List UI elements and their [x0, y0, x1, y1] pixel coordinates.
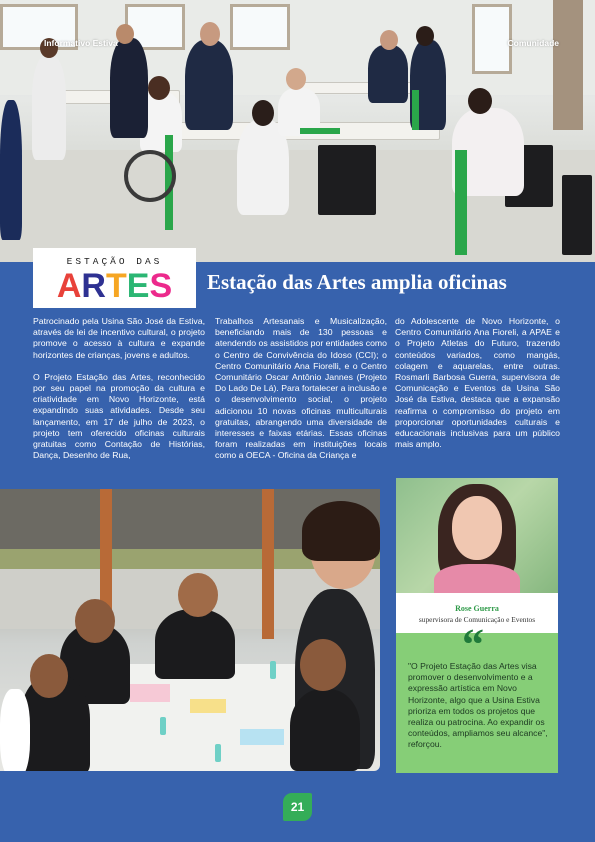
- article-column-3: [395, 316, 560, 450]
- workshop-photo: [0, 489, 380, 771]
- person-name: Rose Guerra: [455, 604, 499, 613]
- logo-top-text: ESTAÇÃO DAS: [66, 256, 163, 267]
- portrait-photo: [396, 478, 558, 593]
- article-title: Estação das Artes amplia oficinas: [207, 270, 507, 294]
- paragraph: Patrocinado pela Usina São José da Estiva, através de lei de incentivo cultural, o projeto promove o acesso à cultura e expande horizontes de crianças, jovens e adultos.: [33, 316, 205, 360]
- logo-letter: T: [105, 267, 127, 305]
- paragraph: Trabalhos Artesanais e Musicalização, beneficiando mais de 130 pessoas e atendendo os assistidos por entidades como o Centro de Convivência do Idoso (CCI); o Centro Comunitário Ana Fiorelli, e o Centro Comunitário Oscar Antônio Jannes (Projeto Do Lado De Lá). Para fortalecer a inclusão e o desenvolvimento social, o projeto adicionou 10 novas oficinas multiculturais gratuitas, abrangendo uma diversidade de interesses e faixas etárias. Essas oficinas foram realizadas em instituições locais como a OECA - Oficina da Criança e: [215, 316, 387, 461]
- logo-main-text: [33, 266, 196, 306]
- page-number: 21: [283, 793, 312, 821]
- logo-letter: R: [81, 267, 106, 305]
- estacao-das-artes-logo: [33, 248, 196, 308]
- paragraph: do Adolescente de Novo Horizonte, o Centro Comunitário Ana Fioreli, a APAE e o Projeto Atletas do Futuro, trazendo conteúdos variados, como mangás, colagem e aquarelas, entre outras. Rosmarli Barbosa Guerra, supervisora de Comunicação e Eventos da Usina São José da Estiva, destaca que a expansão reafirma o compromisso do projeto em proporcionar oportunidades culturais e educacionais inclusivas para um público mais amplo.: [395, 316, 560, 450]
- article-column-1: [33, 316, 205, 461]
- logo-letter: A: [56, 267, 82, 305]
- quote-text: "O Projeto Estação das Artes visa promover o desenvolvimento e a expressão artística em Novo Horizonte, algo que a Usina Estiva prioriza em todos os projetos que realiza ou patrocina. Ao expandir os conteúdos, ampliamos seu alcance", reforçou.: [408, 661, 548, 750]
- logo-letter: E: [126, 267, 150, 305]
- logo-letter: S: [149, 267, 173, 305]
- quote-mark-icon: “: [462, 620, 484, 669]
- section-label: Comunidade: [507, 38, 559, 48]
- paragraph: O Projeto Estação das Artes, reconhecido por seu papel na promoção da cultura e criatividade em Novo Horizonte, está expandindo suas atividades. Desde seu lançamento, em 17 de julho de 2023, o projeto tem oferecido oficinas culturais gratuitas como Contação de Histórias, Dança, Desenho de Rua,: [33, 371, 205, 461]
- pull-quote: [396, 620, 558, 773]
- publication-label: Informativo Estiva: [44, 38, 118, 48]
- person-role: supervisora de Comunicação e Eventos: [418, 615, 536, 624]
- article-column-2: [215, 316, 387, 462]
